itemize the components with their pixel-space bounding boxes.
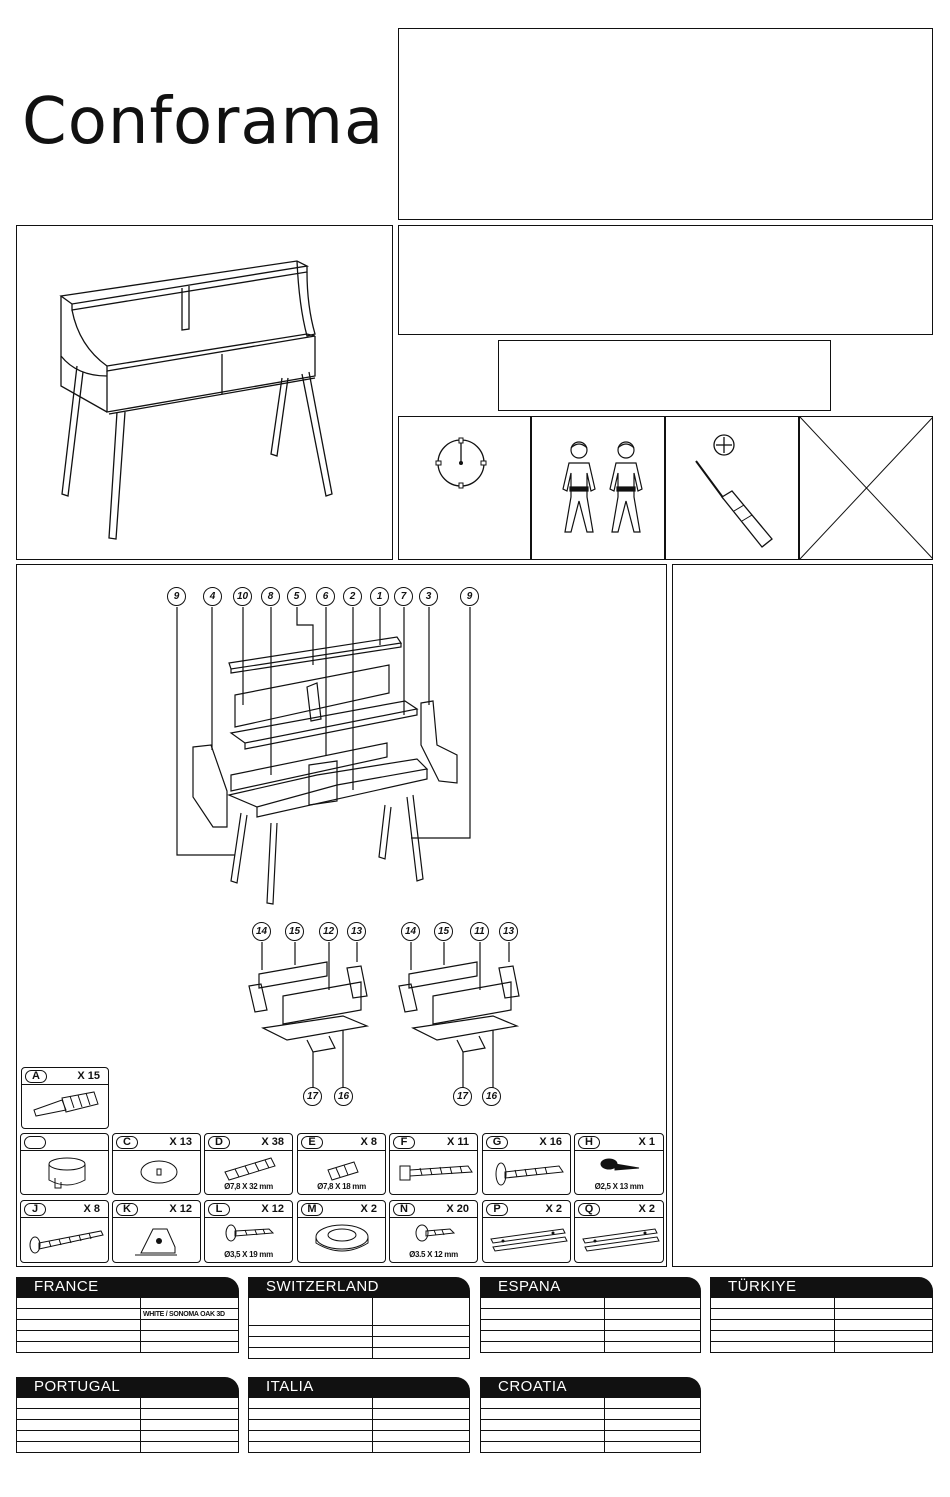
country-name: FRANCE [16, 1277, 239, 1297]
hardware-card-C [112, 1133, 201, 1195]
small-screw-icon [575, 1152, 665, 1182]
wood-dowel-icon [205, 1152, 294, 1182]
callout-part: 10 [233, 587, 252, 606]
country-switzerland [248, 1277, 470, 1369]
callout-part: 9 [460, 587, 479, 606]
part-letter: L [208, 1203, 230, 1216]
callout-part: 8 [261, 587, 280, 606]
reference-box [498, 340, 831, 411]
phillips-screwdriver-icon [684, 431, 784, 551]
tools-row [398, 416, 933, 560]
hardware-card-J [20, 1200, 109, 1263]
part-letter: P [486, 1203, 508, 1216]
country-name: SWITZERLAND [248, 1277, 470, 1297]
part-letter: A [25, 1070, 47, 1083]
part-dimension: Ø3.5 X 12 mm [409, 1250, 458, 1259]
drawer-slide-icon [483, 1219, 572, 1263]
country-espana [480, 1277, 701, 1369]
part-letter: C [116, 1136, 138, 1149]
country-france [16, 1277, 239, 1369]
part-quantity: X 13 [169, 1136, 192, 1148]
hardware-card-H [574, 1133, 664, 1195]
part-quantity: X 16 [539, 1136, 562, 1148]
two-persons-icon [549, 437, 659, 537]
part-quantity: X 15 [77, 1070, 100, 1082]
part-letter: M [301, 1203, 323, 1216]
hardware-card-N [389, 1200, 478, 1263]
country-name: PORTUGAL [16, 1377, 239, 1397]
drawer-exploded-drawing [17, 940, 668, 1090]
desk-illustration [17, 226, 394, 561]
part-letter: J [24, 1203, 46, 1216]
hardware-card-E [297, 1133, 386, 1195]
callout-part: 5 [287, 587, 306, 606]
callout-part: 15 [285, 922, 304, 941]
callout-part: 1 [370, 587, 389, 606]
part-quantity: X 20 [446, 1203, 469, 1215]
callout-part: 15 [434, 922, 453, 941]
brand-logo: Conforama [22, 85, 385, 159]
part-letter: E [301, 1136, 323, 1149]
part-letter: Q [578, 1203, 600, 1216]
notes-panel [672, 564, 933, 1267]
country-italia [248, 1377, 470, 1469]
long-screw-icon [21, 1219, 110, 1263]
part-quantity: X 8 [83, 1203, 100, 1215]
country-croatia [480, 1377, 701, 1469]
part-dimension: Ø7,8 X 32 mm [224, 1182, 273, 1191]
hardware-card-A [21, 1067, 109, 1129]
callout-part: 9 [167, 587, 186, 606]
corner-bracket-icon [113, 1219, 202, 1263]
hardware-card-F [389, 1133, 478, 1195]
grommet-icon [298, 1219, 387, 1263]
callout-part: 2 [343, 587, 362, 606]
callout-part: 16 [482, 1087, 501, 1106]
color-value: WHITE / SONOMA OAK 3D [141, 1309, 239, 1320]
callout-part: 13 [499, 922, 518, 941]
title-box [398, 28, 933, 220]
country-turkiye [710, 1277, 933, 1369]
clock-icon [429, 431, 499, 501]
callout-part: 3 [419, 587, 438, 606]
drawer-slide-icon [575, 1219, 665, 1263]
part-letter: F [393, 1136, 415, 1149]
hardware-card-M [297, 1200, 386, 1263]
callout-part: 7 [394, 587, 413, 606]
part-quantity: X 8 [360, 1136, 377, 1148]
short-screw-icon [390, 1219, 479, 1249]
cover-cap-icon [113, 1152, 202, 1196]
part-letter: D [208, 1136, 230, 1149]
product-image-box [16, 225, 393, 560]
part-quantity: X 12 [169, 1203, 192, 1215]
callout-part: 11 [470, 922, 489, 941]
hardware-card-K [112, 1200, 201, 1263]
part-dimension: Ø2,5 X 13 mm [594, 1182, 644, 1191]
hardware-card-Q [574, 1200, 664, 1263]
part-quantity: X 38 [261, 1136, 284, 1148]
part-letter: G [486, 1136, 508, 1149]
hardware-card-P [482, 1200, 571, 1263]
screw-icon [483, 1152, 572, 1196]
screw-icon [205, 1219, 294, 1249]
hardware-card-L [204, 1200, 293, 1263]
part-letter: N [393, 1203, 415, 1216]
callout-part: 17 [303, 1087, 322, 1106]
part-letter: H [578, 1136, 600, 1149]
hardware-card-G [482, 1133, 571, 1195]
callout-part: 4 [203, 587, 222, 606]
callout-part: 17 [453, 1087, 472, 1106]
part-letter [24, 1136, 46, 1149]
callout-part: 14 [401, 922, 420, 941]
part-quantity: X 1 [638, 1136, 655, 1148]
country-name: ITALIA [248, 1377, 470, 1397]
country-name: TÜRKIYE [710, 1277, 933, 1297]
cam-lock-icon [21, 1152, 110, 1196]
part-letter: K [116, 1203, 138, 1216]
hardware-card-B [20, 1133, 109, 1195]
part-dimension: Ø3,5 X 19 mm [224, 1250, 273, 1259]
part-quantity: X 2 [638, 1203, 655, 1215]
info-box [398, 225, 933, 335]
part-quantity: X 2 [360, 1203, 377, 1215]
callout-part: 14 [252, 922, 271, 941]
part-quantity: X 11 [446, 1136, 469, 1148]
part-quantity: X 12 [261, 1203, 284, 1215]
callout-part: 12 [319, 922, 338, 941]
country-name: ESPANA [480, 1277, 701, 1297]
callout-part: 16 [334, 1087, 353, 1106]
cam-bolt-icon [22, 1086, 110, 1128]
country-name: CROATIA [480, 1377, 701, 1397]
country-portugal [16, 1377, 239, 1469]
callout-part: 13 [347, 922, 366, 941]
callout-part: 6 [316, 587, 335, 606]
part-quantity: X 2 [545, 1203, 562, 1215]
long-bolt-icon [390, 1152, 479, 1196]
short-dowel-icon [298, 1152, 387, 1182]
part-dimension: Ø7,8 X 18 mm [317, 1182, 366, 1191]
hardware-card-D [204, 1133, 293, 1195]
crossed-box-icon [800, 417, 933, 559]
